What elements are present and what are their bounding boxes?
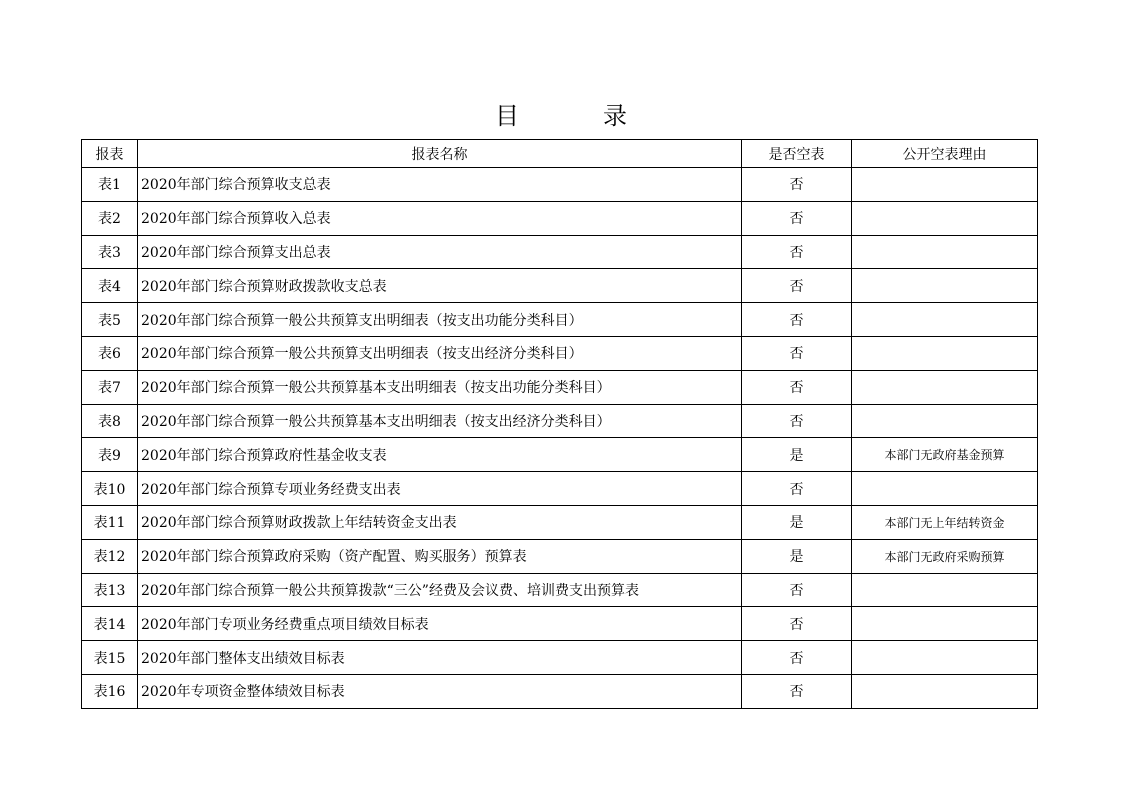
cell-is-empty: 否 xyxy=(742,641,852,675)
table-row xyxy=(82,472,1038,506)
table-row xyxy=(82,505,1038,539)
table-row xyxy=(82,168,1038,202)
table-row xyxy=(82,336,1038,370)
cell-table-name: 2020年部门综合预算一般公共预算支出明细表（按支出功能分类科目） xyxy=(138,303,742,337)
cell-table-name: 2020年部门整体支出绩效目标表 xyxy=(138,641,742,675)
cell-is-empty: 否 xyxy=(742,573,852,607)
cell-empty-reason xyxy=(852,269,1038,303)
cell-table-number: 表16 xyxy=(82,674,138,708)
table-row xyxy=(82,674,1038,708)
header-table-name: 报表名称 xyxy=(138,140,742,168)
header-empty-reason: 公开空表理由 xyxy=(852,140,1038,168)
cell-empty-reason xyxy=(852,303,1038,337)
cell-empty-reason: 本部门无上年结转资金 xyxy=(852,505,1038,539)
cell-table-number: 表1 xyxy=(82,168,138,202)
cell-table-name: 2020年部门综合预算政府采购（资产配置、购买服务）预算表 xyxy=(138,539,742,573)
cell-table-name: 2020年专项资金整体绩效目标表 xyxy=(138,674,742,708)
cell-table-name: 2020年部门综合预算财政拨款上年结转资金支出表 xyxy=(138,505,742,539)
cell-is-empty: 否 xyxy=(742,201,852,235)
cell-table-name: 2020年部门综合预算一般公共预算基本支出明细表（按支出经济分类科目） xyxy=(138,404,742,438)
table-row xyxy=(82,641,1038,675)
cell-table-number: 表2 xyxy=(82,201,138,235)
cell-is-empty: 是 xyxy=(742,505,852,539)
cell-table-number: 表9 xyxy=(82,438,138,472)
cell-is-empty: 否 xyxy=(742,472,852,506)
page-title: 目 录 xyxy=(495,102,657,130)
cell-empty-reason xyxy=(852,168,1038,202)
cell-table-name: 2020年部门综合预算支出总表 xyxy=(138,235,742,269)
cell-empty-reason xyxy=(852,336,1038,370)
cell-empty-reason xyxy=(852,370,1038,404)
cell-empty-reason xyxy=(852,607,1038,641)
table-row xyxy=(82,404,1038,438)
cell-is-empty: 否 xyxy=(742,269,852,303)
cell-empty-reason xyxy=(852,573,1038,607)
cell-empty-reason: 本部门无政府采购预算 xyxy=(852,539,1038,573)
cell-table-name: 2020年部门综合预算一般公共预算支出明细表（按支出经济分类科目） xyxy=(138,336,742,370)
table-row xyxy=(82,201,1038,235)
cell-table-number: 表13 xyxy=(82,573,138,607)
cell-table-number: 表10 xyxy=(82,472,138,506)
cell-table-name: 2020年部门综合预算专项业务经费支出表 xyxy=(138,472,742,506)
cell-is-empty: 是 xyxy=(742,438,852,472)
cell-is-empty: 是 xyxy=(742,539,852,573)
cell-empty-reason xyxy=(852,674,1038,708)
cell-is-empty: 否 xyxy=(742,674,852,708)
table-row xyxy=(82,573,1038,607)
cell-table-number: 表12 xyxy=(82,539,138,573)
cell-table-name: 2020年部门专项业务经费重点项目绩效目标表 xyxy=(138,607,742,641)
table-row xyxy=(82,438,1038,472)
table-row xyxy=(82,539,1038,573)
cell-empty-reason: 本部门无政府基金预算 xyxy=(852,438,1038,472)
cell-empty-reason xyxy=(852,641,1038,675)
cell-table-number: 表6 xyxy=(82,336,138,370)
catalog-table xyxy=(81,139,1038,709)
table-row xyxy=(82,269,1038,303)
cell-table-number: 表4 xyxy=(82,269,138,303)
cell-is-empty: 否 xyxy=(742,370,852,404)
cell-table-name: 2020年部门综合预算收入总表 xyxy=(138,201,742,235)
cell-table-name: 2020年部门综合预算一般公共预算基本支出明细表（按支出功能分类科目） xyxy=(138,370,742,404)
cell-table-number: 表14 xyxy=(82,607,138,641)
cell-is-empty: 否 xyxy=(742,303,852,337)
header-is-empty: 是否空表 xyxy=(742,140,852,168)
cell-table-number: 表8 xyxy=(82,404,138,438)
cell-empty-reason xyxy=(852,404,1038,438)
cell-is-empty: 否 xyxy=(742,607,852,641)
cell-table-name: 2020年部门综合预算财政拨款收支总表 xyxy=(138,269,742,303)
cell-empty-reason xyxy=(852,472,1038,506)
cell-table-number: 表5 xyxy=(82,303,138,337)
table-row xyxy=(82,235,1038,269)
cell-is-empty: 否 xyxy=(742,336,852,370)
cell-empty-reason xyxy=(852,235,1038,269)
table-row xyxy=(82,370,1038,404)
cell-table-number: 表15 xyxy=(82,641,138,675)
cell-is-empty: 否 xyxy=(742,404,852,438)
cell-empty-reason xyxy=(852,201,1038,235)
cell-table-number: 表7 xyxy=(82,370,138,404)
table-row xyxy=(82,607,1038,641)
cell-table-name: 2020年部门综合预算收支总表 xyxy=(138,168,742,202)
table-row xyxy=(82,303,1038,337)
cell-table-name: 2020年部门综合预算政府性基金收支表 xyxy=(138,438,742,472)
cell-table-number: 表3 xyxy=(82,235,138,269)
cell-table-number: 表11 xyxy=(82,505,138,539)
cell-is-empty: 否 xyxy=(742,235,852,269)
cell-is-empty: 否 xyxy=(742,168,852,202)
table-header-row xyxy=(82,140,1038,168)
cell-table-name: 2020年部门综合预算一般公共预算拨款“三公”经费及会议费、培训费支出预算表 xyxy=(138,573,742,607)
header-table-number: 报表 xyxy=(82,140,138,168)
